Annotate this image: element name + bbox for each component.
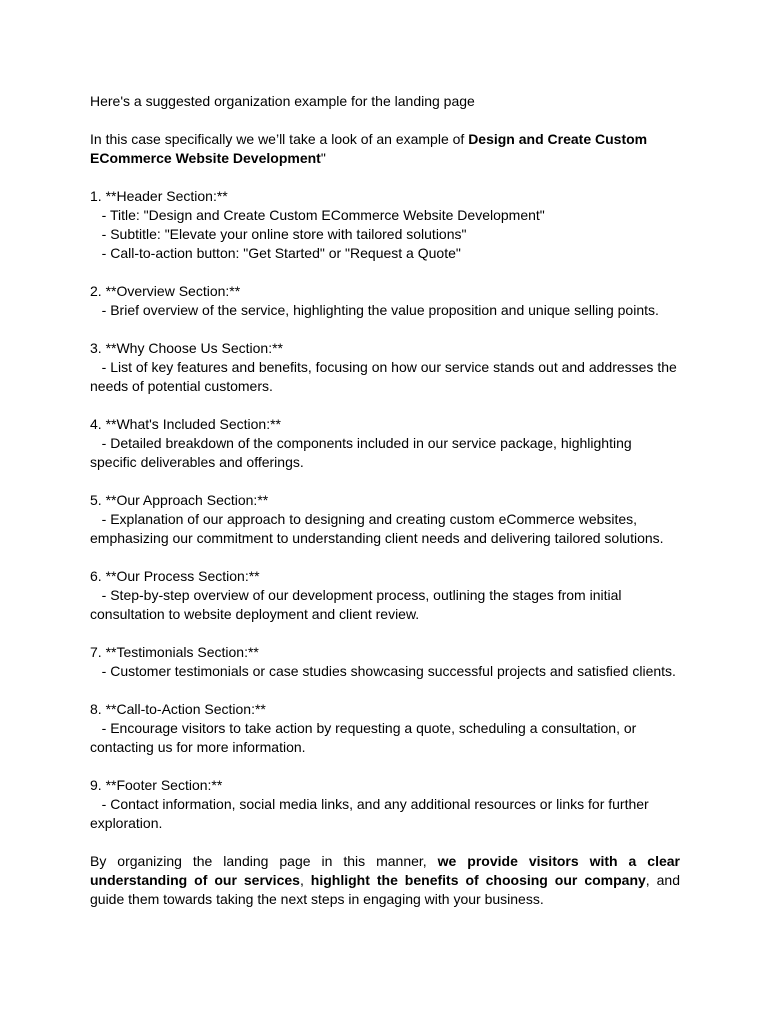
section-list bbox=[90, 187, 680, 833]
section-block bbox=[90, 282, 680, 320]
section-heading: 2. **Overview Section:** bbox=[90, 283, 241, 299]
case-paragraph bbox=[90, 130, 680, 168]
section-line: - List of key features and benefits, focusing on how our service stands out and addresses the needs of potential customers. bbox=[90, 359, 681, 394]
conclusion-part-3: , and guide them towards taking the next steps in engaging with your business. bbox=[90, 872, 681, 907]
section-line: - Detailed breakdown of the components included in our service package, highlighting specific deliverables and offerings. bbox=[90, 435, 636, 470]
section-heading: 7. **Testimonials Section:** bbox=[90, 644, 259, 660]
section-heading: 5. **Our Approach Section:** bbox=[90, 492, 269, 508]
section-block bbox=[90, 700, 680, 757]
case-prefix: In this case specifically we we’ll take a look of an example of bbox=[90, 131, 469, 147]
section-line: - Explanation of our approach to designing and creating custom eCommerce websites, emphasizing our commitment to understanding client needs and delivering tailored solutions. bbox=[90, 511, 664, 546]
case-suffix: " bbox=[320, 150, 326, 166]
section-line: - Customer testimonials or case studies showcasing successful projects and satisfied clients. bbox=[90, 663, 676, 679]
document-page bbox=[90, 92, 680, 909]
section-block bbox=[90, 415, 680, 472]
section-heading: 4. **What's Included Section:** bbox=[90, 416, 282, 432]
section-block bbox=[90, 643, 680, 681]
section-line: - Title: "Design and Create Custom ECommerce Website Development" bbox=[90, 207, 545, 223]
section-heading: 1. **Header Section:** bbox=[90, 188, 228, 204]
section-heading: 8. **Call-to-Action Section:** bbox=[90, 701, 266, 717]
intro-paragraph: Here's a suggested organization example for the landing page bbox=[90, 93, 475, 109]
section-line: - Encourage visitors to take action by requesting a quote, scheduling a consultation, or contacting us for more information. bbox=[90, 720, 641, 755]
conclusion-part-1: By organizing the landing page in this manner, bbox=[90, 853, 438, 869]
section-line: - Contact information, social media links, and any additional resources or links for further exploration. bbox=[90, 796, 653, 831]
section-block bbox=[90, 776, 680, 833]
section-line: - Step-by-step overview of our development process, outlining the stages from initial consultation to website deployment and client review. bbox=[90, 587, 626, 622]
section-line: - Brief overview of the service, highlighting the value proposition and unique selling points. bbox=[90, 302, 659, 318]
section-heading: 9. **Footer Section:** bbox=[90, 777, 223, 793]
section-heading: 3. **Why Choose Us Section:** bbox=[90, 340, 283, 356]
section-block bbox=[90, 491, 680, 548]
section-block bbox=[90, 567, 680, 624]
section-line: - Subtitle: "Elevate your online store with tailored solutions" bbox=[90, 226, 467, 242]
conclusion-bold-1: we provide visitors with a clear understanding of our services bbox=[90, 853, 680, 888]
case-bold-title: Design and Create Custom ECommerce Website Development bbox=[90, 131, 648, 166]
section-block bbox=[90, 339, 680, 396]
conclusion-paragraph bbox=[90, 852, 680, 909]
section-line: - Call-to-action button: "Get Started" or "Request a Quote" bbox=[90, 245, 461, 261]
section-heading: 6. **Our Process Section:** bbox=[90, 568, 260, 584]
conclusion-bold-2: highlight the benefits of choosing our company bbox=[310, 872, 646, 888]
conclusion-part-2: , bbox=[299, 872, 311, 888]
section-block bbox=[90, 187, 680, 263]
